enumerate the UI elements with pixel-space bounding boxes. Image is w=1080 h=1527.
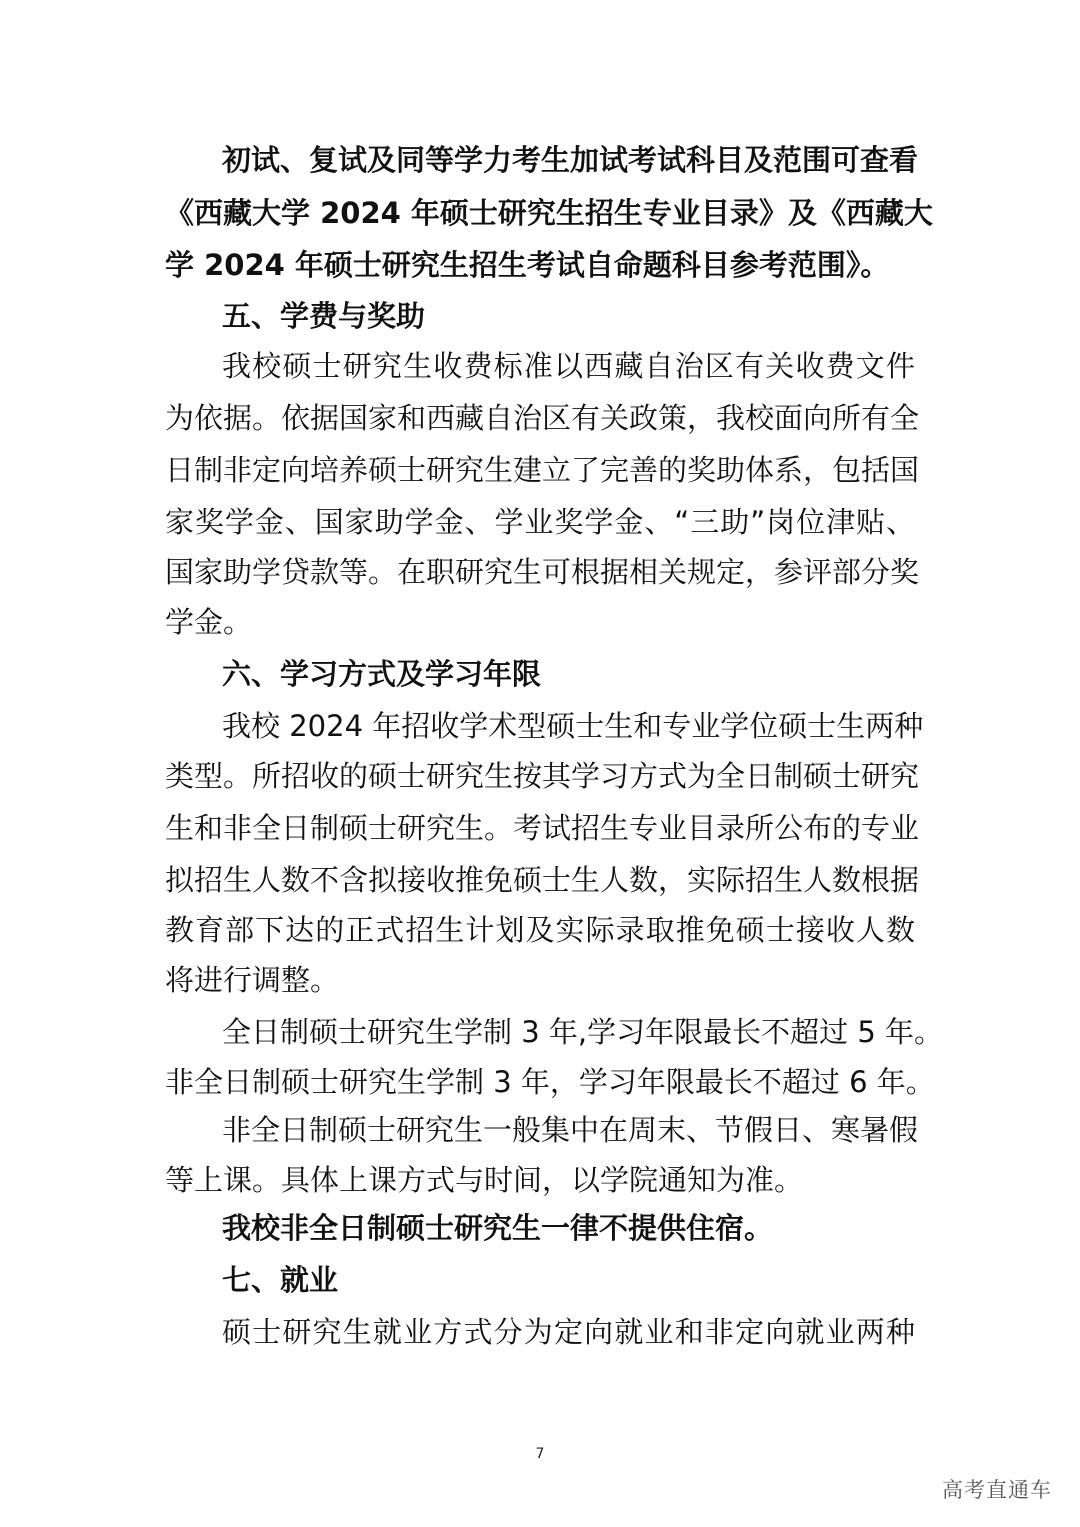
text-line: 《西藏大学 2024 年硕士研究生招生专业目录》及《西藏大	[165, 196, 933, 230]
text-line: 为依据。依据国家和西藏自治区有关政策，我校面向所有全	[165, 401, 920, 435]
text-line: 类型。所招收的硕士研究生按其学习方式为全日制硕士研究	[165, 759, 920, 793]
text-line: 全日制硕士研究生学制 3 年,学习年限最长不超过 5 年。	[222, 1015, 943, 1049]
text-line: 将进行调整。	[165, 963, 340, 997]
text-line: 学 2024 年硕士研究生招生考试自命题科目参考范围》。	[165, 248, 890, 282]
text-line: 我校 2024 年招收学术型硕士生和专业学位硕士生两种	[222, 709, 924, 743]
text-line: 国家助学贷款等。在职研究生可根据相关规定，参评部分奖	[165, 555, 920, 589]
text-line: 拟招生人数不含拟接收推免硕士生人数，实际招生人数根据	[165, 863, 920, 897]
text-line: 家奖学金、国家助学金、学业奖学金、“三助”岗位津贴、	[165, 505, 915, 539]
text-line: 学金。	[165, 605, 253, 639]
text-line: 日制非定向培养硕士研究生建立了完善的奖助体系，包括国	[165, 453, 920, 487]
text-line: 生和非全日制硕士研究生。考试招生专业目录所公布的专业	[165, 811, 920, 845]
text-line: 教育部下达的正式招生计划及实际录取推免硕士接收人数	[165, 913, 915, 947]
text-line: 非全日制硕士研究生一般集中在周末、节假日、寒暑假	[222, 1113, 919, 1147]
text-line: 初试、复试及同等学力考生加试考试科目及范围可查看	[222, 143, 919, 177]
text-line: 等上课。具体上课方式与时间，以学院通知为准。	[165, 1163, 804, 1197]
text-line: 非全日制硕士研究生学制 3 年，学习年限最长不超过 6 年。	[165, 1065, 935, 1099]
text-line: 我校硕士研究生收费标准以西藏自治区有关收费文件	[222, 349, 915, 383]
text-line: 六、学习方式及学习年限	[222, 657, 542, 691]
text-line: 我校非全日制硕士研究生一律不提供住宿。	[222, 1211, 774, 1245]
text-line: 硕士研究生就业方式分为定向就业和非定向就业两种	[222, 1315, 915, 1349]
text-line: 五、学费与奖助	[222, 299, 426, 333]
text-line: 七、就业	[222, 1263, 339, 1297]
page-number: 7	[535, 1446, 545, 1462]
watermark: 高考直通车	[942, 1478, 1052, 1502]
